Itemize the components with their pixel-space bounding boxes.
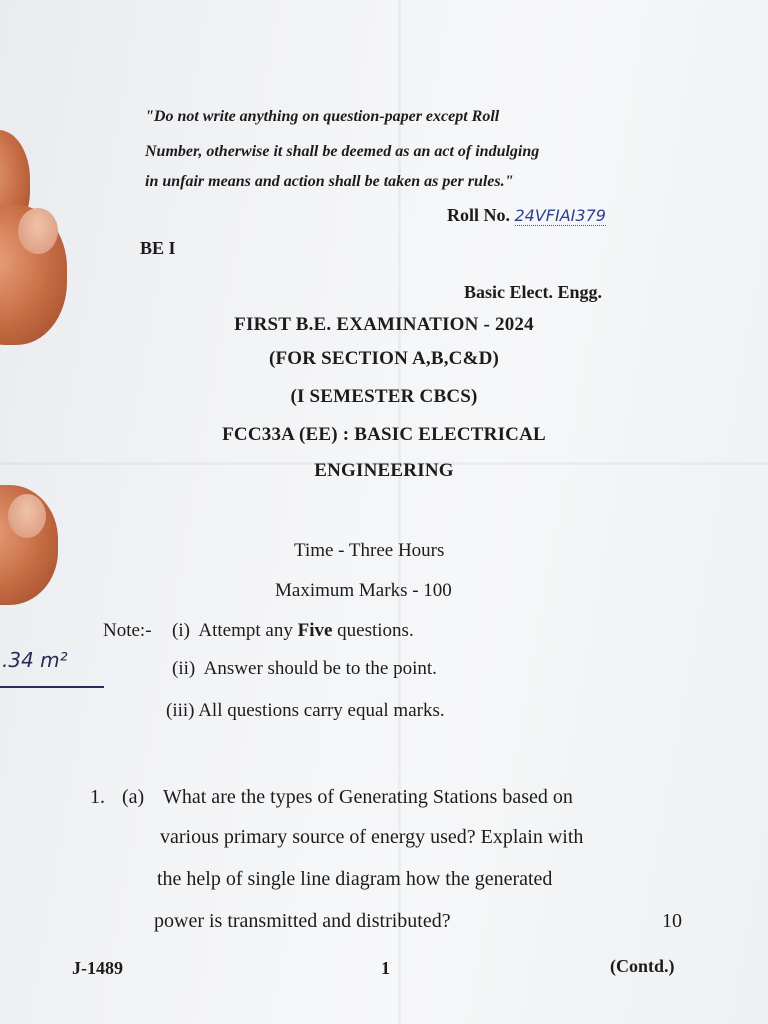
subject-short: Basic Elect. Engg. (464, 282, 602, 302)
note-item-2-text: Answer should be to the point. (203, 658, 437, 679)
roll-number-value: 24VFIAI379 (514, 206, 606, 225)
sections: (FOR SECTION A,B,C&D) (268, 348, 500, 369)
semester: (I SEMESTER CBCS) (290, 386, 478, 407)
paper-code: J-1489 (72, 958, 123, 978)
fingernail-bottom (8, 494, 46, 538)
question-1-line-3: the help of single line diagram how the generated (157, 868, 553, 890)
maximum-marks: Maximum Marks - 100 (275, 580, 452, 601)
question-1-line-2: various primary source of energy used? Explain with (160, 826, 584, 848)
note-item-1-bold: Five (297, 620, 333, 641)
roll-number-label: Roll No. (447, 205, 510, 225)
note-item-1 (172, 620, 414, 642)
notice-line-3: in unfair means and action shall be taken as per rules." (145, 173, 514, 190)
course-title-line-2: ENGINEERING (314, 460, 454, 481)
roll-number (447, 205, 606, 226)
note-label: Note:- (103, 620, 152, 641)
class-code: BE I (140, 238, 176, 258)
note-item-3 (166, 700, 445, 722)
notice-line-2: Number, otherwise it shall be deemed as an act of indulging (145, 143, 540, 160)
course-title-line-1: FCC33A (EE) : BASIC ELECTRICAL (222, 424, 546, 445)
note-item-2 (172, 658, 437, 680)
question-1-number: 1. (90, 786, 105, 808)
question-1-line-4: power is transmitted and distributed? (154, 910, 451, 932)
time-duration: Time - Three Hours (294, 540, 445, 561)
question-1-part: (a) (122, 786, 145, 808)
note-item-1-post: questions. (332, 620, 414, 641)
continued-label: (Contd.) (610, 956, 675, 976)
note-item-3-text: All questions carry equal marks. (198, 700, 445, 721)
note-item-2-num: (ii) (172, 658, 196, 679)
question-1-marks: 10 (662, 910, 682, 932)
note-item-1-num: (i) (172, 620, 190, 641)
note-item-3-num: (iii) (166, 700, 195, 721)
page-number: 1 (381, 958, 390, 978)
notice-line-1: "Do not write anything on question-paper except Roll (145, 108, 500, 125)
question-1-line-1: What are the types of Generating Stations based on (163, 786, 573, 808)
exam-title: FIRST B.E. EXAMINATION - 2024 (234, 314, 534, 335)
fingernail-middle (18, 208, 58, 254)
note-item-1-pre: Attempt any (198, 620, 298, 641)
handwritten-margin-note: .34 m² (2, 648, 68, 672)
handwritten-underline (0, 686, 104, 688)
